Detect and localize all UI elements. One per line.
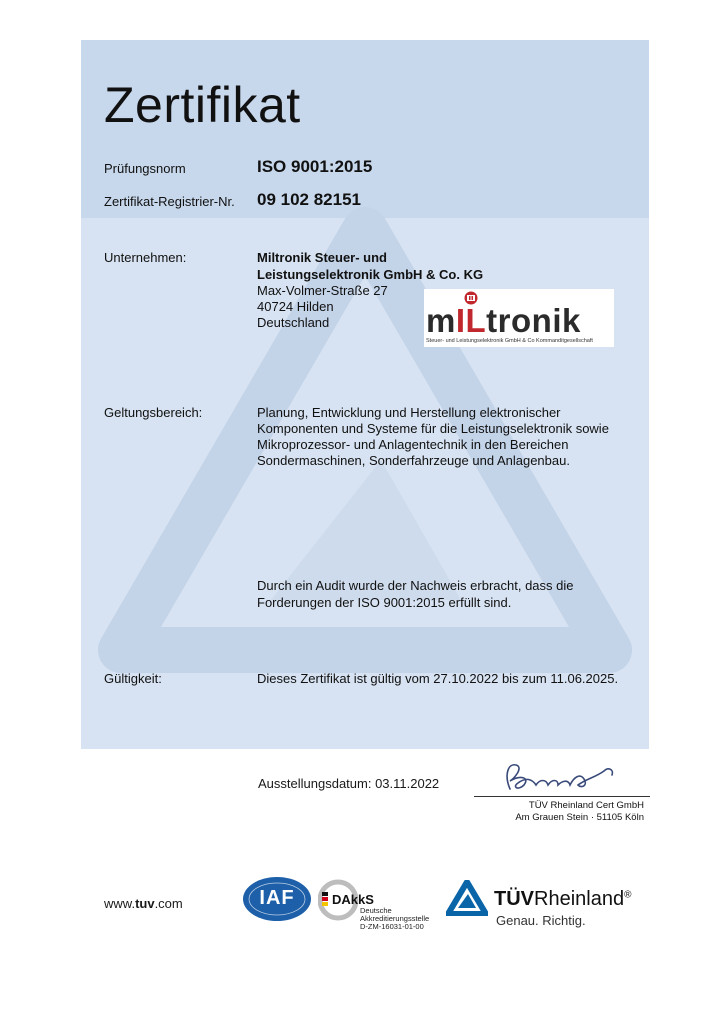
website-prefix: www. [104, 896, 136, 911]
wordmark-right: tronik [486, 302, 581, 339]
signature-line [474, 796, 650, 797]
miltronik-wordmark [426, 303, 581, 339]
tuv-brand-bold: TÜV [494, 888, 534, 910]
signature [496, 757, 626, 797]
issuer-address: Am Grauen Stein · 51105 Köln [515, 812, 644, 823]
scope-line: Mikroprozessor- und Anlagentechnik in den Bereichen [257, 437, 569, 452]
tuv-tagline: Genau. Richtig. [496, 913, 586, 928]
validity-label: Gültigkeit: [104, 671, 162, 686]
company-label: Unternehmen: [104, 250, 187, 265]
address-city: 40724 Hilden [257, 299, 334, 314]
company-name-line1: Miltronik Steuer- und [257, 250, 387, 265]
wordmark-left [426, 302, 486, 339]
tuv-triangle-watermark [81, 40, 649, 749]
dakks-line1: Deutsche [360, 906, 392, 915]
address-country: Deutschland [257, 315, 330, 330]
website-bold: tuv [135, 896, 155, 911]
audit-line: Forderungen der ISO 9001:2015 erfüllt sind. [257, 595, 512, 610]
standard-value: ISO 9001:2015 [257, 157, 373, 176]
tuv-brand-rest: Rheinland [534, 888, 625, 910]
issue-date: Ausstellungsdatum: 03.11.2022 [258, 776, 440, 791]
iaf-label: IAF [259, 887, 295, 909]
certificate-title: Zertifikat [104, 77, 301, 133]
audit-line: Durch ein Audit wurde der Nachweis erbracht, dass die [257, 578, 574, 593]
validity-text: Dieses Zertifikat ist gültig vom 27.10.2022 bis zum 11.06.2025. [257, 671, 619, 686]
website-link[interactable] [104, 896, 183, 911]
wordmark-il: IL [455, 302, 487, 339]
registry-label: Zertifikat-Registrier-Nr. [104, 194, 235, 209]
dakks-line2: Akkreditierungsstelle [360, 914, 430, 923]
scope-line: Sondermaschinen, Sonderfahrzeuge und Anlagenbau. [257, 453, 570, 468]
tuv-registered-mark: ® [624, 889, 632, 901]
company-name-line2: Leistungselektronik GmbH & Co. KG [257, 267, 484, 282]
miltronik-tagline: Steuer- und Leistungselektronik GmbH & Co Kommanditgesellschaft [426, 338, 593, 344]
tuv-brand [494, 888, 631, 911]
scope-label: Geltungsbereich: [104, 405, 203, 420]
tuv-triangle-icon [446, 880, 488, 916]
iaf-logo [242, 876, 312, 922]
scope-line: Planung, Entwicklung und Herstellung elektronischer [257, 405, 561, 420]
dakks-logo [318, 878, 428, 930]
certificate-panel [81, 40, 649, 749]
issuer-name: TÜV Rheinland Cert GmbH [528, 800, 644, 811]
miltronik-logo [424, 289, 614, 347]
dakks-title: DAkkS [332, 892, 374, 907]
registry-value: 09 102 82151 [257, 190, 361, 209]
wordmark-m: m [426, 302, 456, 339]
website-suffix: .com [154, 896, 183, 911]
standard-label: Prüfungsnorm [104, 161, 186, 176]
dakks-line3: D-ZM-16031-01-00 [360, 922, 424, 931]
scope-line: Komponenten und Systeme für die Leistungselektronik sowie [257, 421, 609, 436]
address-street: Max-Volmer-Straße 27 [257, 283, 388, 298]
